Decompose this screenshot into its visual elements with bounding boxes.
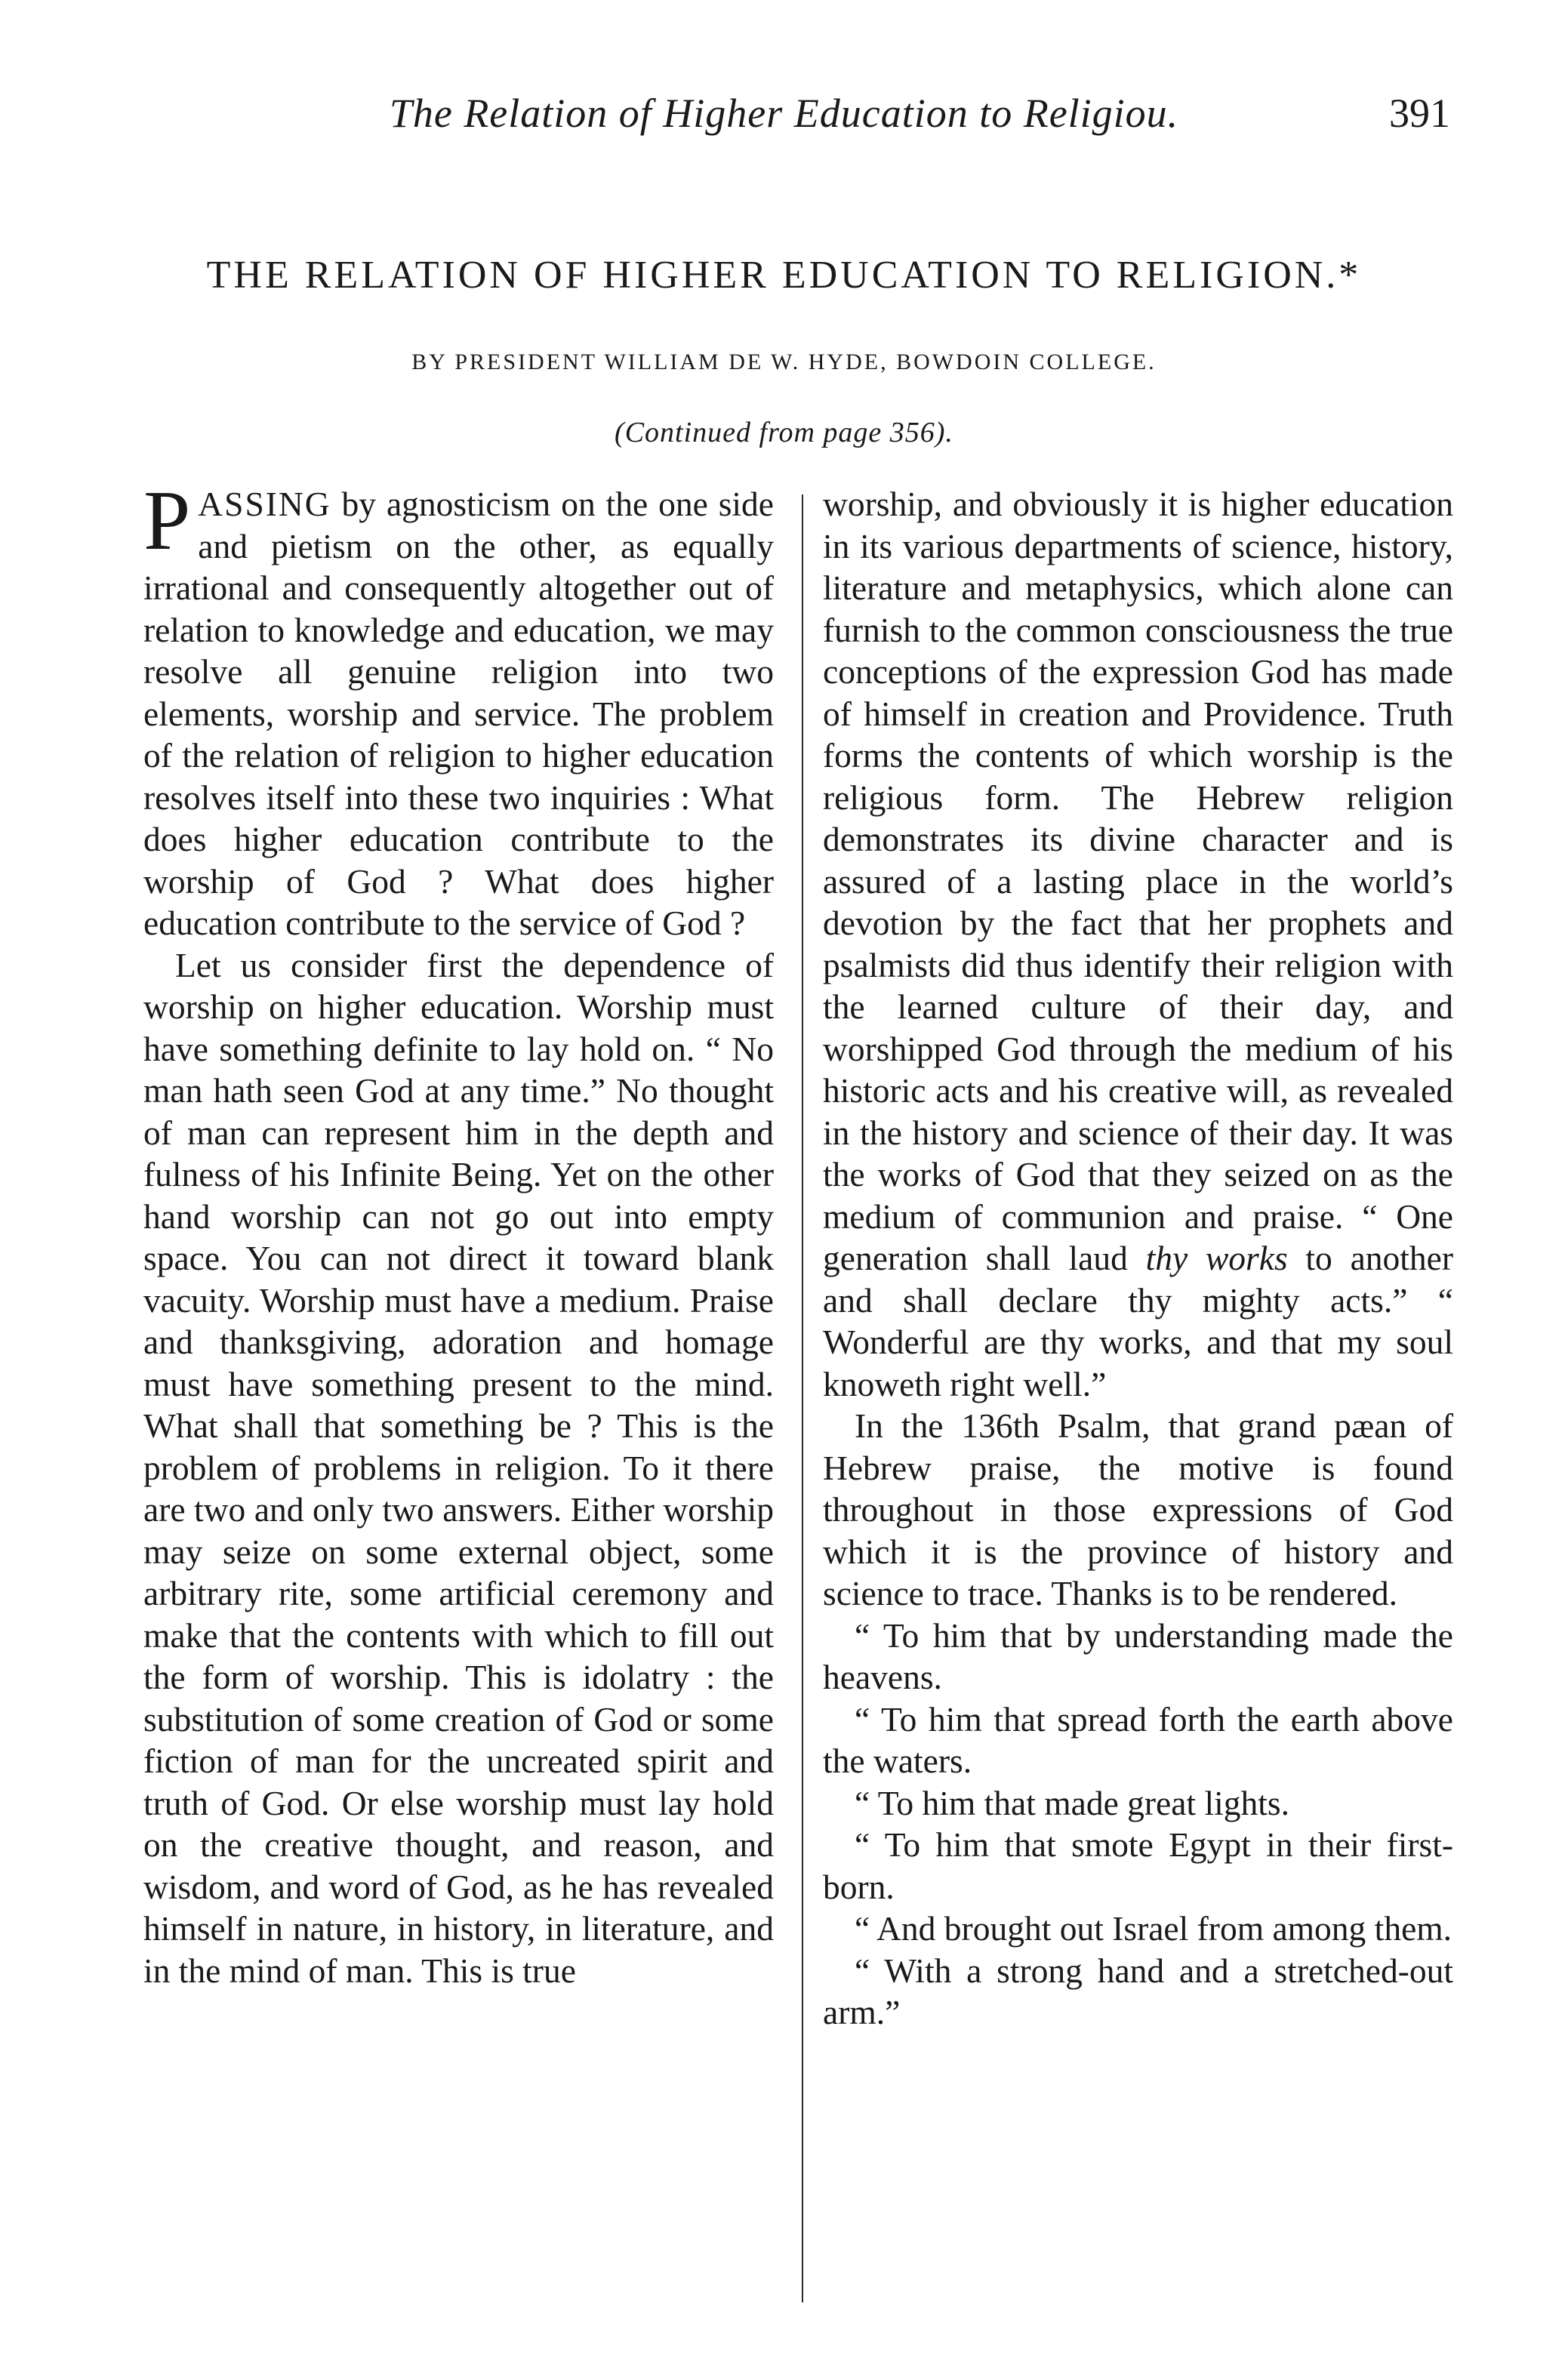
quote-text: to another and shall declare thy mighty acts.” “ Wonderful are thy works, and that my soul knoweth right well.”: [823, 1239, 1454, 1403]
paragraph-continued: [823, 483, 1453, 1405]
running-head: [0, 83, 1568, 143]
paragraph-text: by agnosticism on the one side and pietism on the other, as equally irrational and consequently altogether out of relation to knowledge and education, we may resolve all genuine religion into two elements, worship and service. The problem of the relation of religion to higher education resolves itself into these two inquiries : What does higher education contribute to the worship of God ? What does higher education contribute to the service of God ?: [143, 485, 774, 942]
psalm-verse: “ With a strong hand and a stretched-out arm.”: [823, 1951, 1453, 2031]
paragraph: In the 136th Psalm, that grand pæan of Hebrew praise, the motive is found throughout in those expressions of God which it is the province of history and science to trace. Thanks is to be rendered.: [823, 1406, 1453, 1612]
psalm-verse: “ And brought out Israel from among them.: [855, 1909, 1452, 1948]
opening-word: ASSING: [198, 485, 331, 523]
column-divider: [802, 494, 803, 2302]
paragraph-opening: [143, 474, 774, 944]
right-column: [823, 483, 1453, 2034]
left-column: [143, 474, 774, 1991]
quote-text: “ One generation shall laud: [823, 1197, 1454, 1277]
drop-cap: P: [143, 474, 191, 568]
byline: BY PRESIDENT WILLIAM DE W. HYDE, BOWDOIN COLLEGE.: [411, 350, 1157, 374]
page-number: 391: [1389, 91, 1450, 136]
article-title: THE RELATION OF HIGHER EDUCATION TO RELIGION.*: [206, 254, 1362, 297]
psalm-verse: “ To him that smote Egypt in their first-born.: [823, 1825, 1453, 1906]
psalm-verse: “ To him that by understanding made the heavens.: [823, 1615, 1453, 1696]
italic-phrase: thy works: [1145, 1239, 1288, 1277]
psalm-verse: “ To him that made great lights.: [855, 1783, 1289, 1822]
continued-note: (Continued from page 356).: [615, 417, 953, 448]
psalm-verse: “ To him that spread forth the earth above the waters.: [823, 1699, 1453, 1780]
paragraph: Let us consider first the dependence of worship on higher education. Worship must have something definite to lay hold on. “ No man hath seen God at any time.” No thought of man can represent him in the depth and fulness of his Infinite Being. Yet on the other hand worship can not go out into empty space. You can not direct it toward blank vacuity. Worship must have a medium. Praise and thanksgiving, adoration and homage must have something present to the mind. What shall that something be ? This is the problem of problems in religion. To it there are two and only two answers. Either worship may seize on some external object, some arbitrary rite, some artificial ceremony and make that the contents with which to fill out the form of worship. This is idolatry : the substitution of some creation of God or some fiction of man for the uncreated spirit and truth of God. Or else worship must lay hold on the creative thought, and reason, and wisdom, and word of God, as he has revealed himself in nature, in history, in literature, and in the mind of man. This is true: [143, 945, 774, 1990]
running-title: The Relation of Higher Education to Religiou.: [389, 91, 1179, 136]
paragraph-text: worship, and obviously it is higher education in its various departments of science, history, literature and metaphysics, which alone can furnish to the common consciousness the true conceptions of the expression God has made of himself in creation and Providence. Truth forms the contents of which worship is the religious form. The Hebrew religion demonstrates its divine character and is assured of a lasting place in the world’s devotion by the fact that her prophets and psalmists did thus identify their religion with the learned culture of their day, and worshipped God through the medium of his historic acts and his creative will, as revealed in the history and science of their day. It was the works of God that they seized on as the medium of communion and praise.: [823, 485, 1453, 1236]
